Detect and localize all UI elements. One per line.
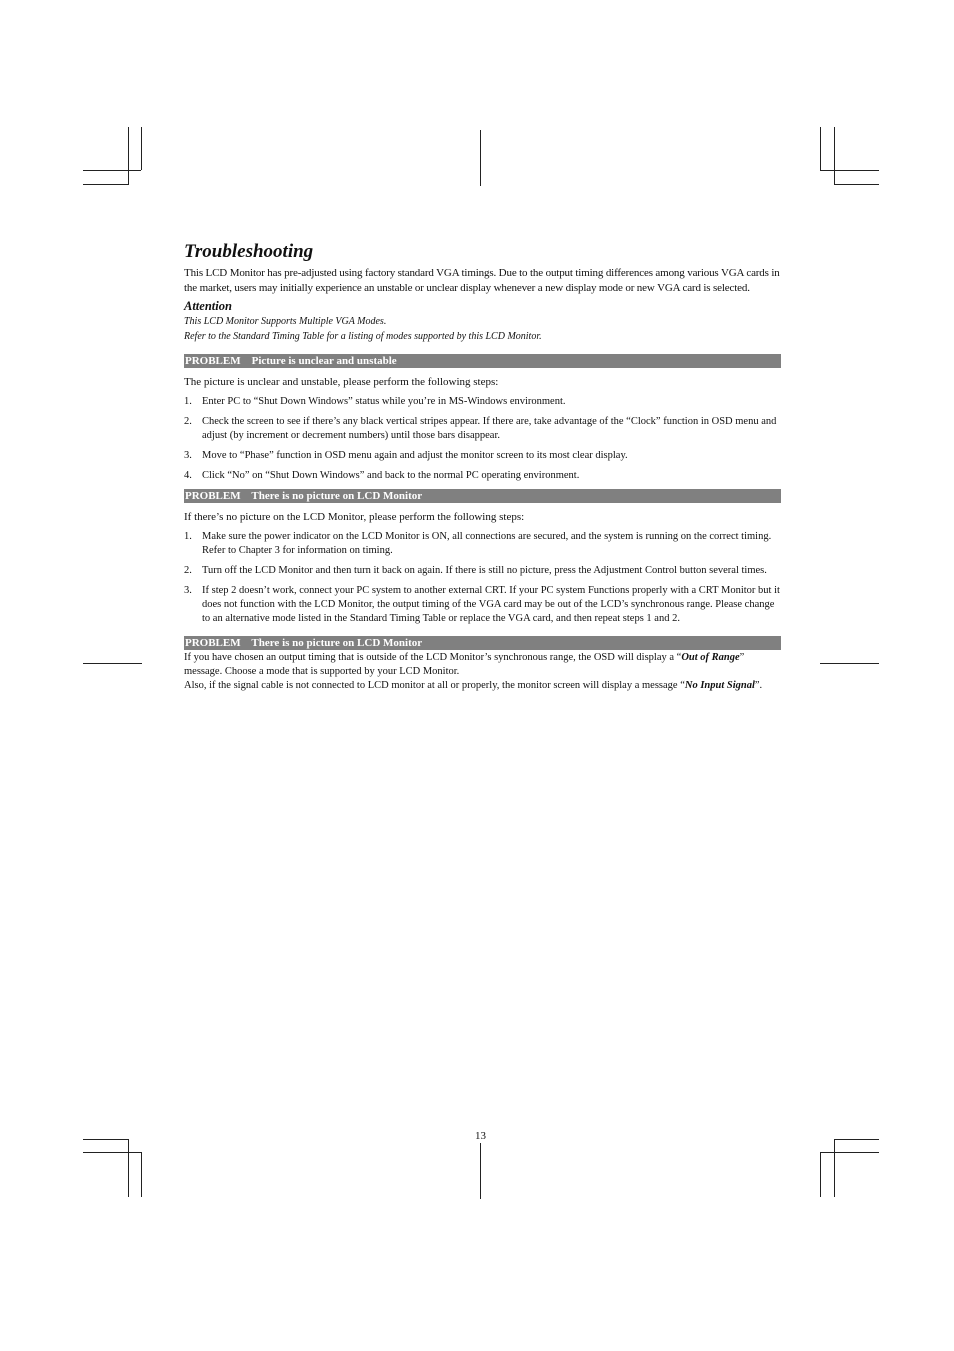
problem-paragraph [184,679,781,693]
crop-mark [141,1152,142,1197]
text-run: If you have chosen an output timing that is outside of the LCD Monitor’s synchronous range, the OSD will display a “ [184,652,682,663]
attention-box [184,299,781,344]
step-number: 3. [184,585,192,596]
list-item [184,584,781,626]
step-number: 2. [184,416,192,427]
intro-paragraph: This LCD Monitor has pre-adjusted using factory standard VGA timings. Due to the output timing differences among various VGA cards in the market, users may initially experience an unstable or unclear display whenever a new display mode or new VGA card is selected. [184,267,780,294]
crop-mark [83,1139,129,1140]
attention-line: This LCD Monitor Supports Multiple VGA Modes. [184,316,387,327]
attention-line: Refer to the Standard Timing Table for a listing of modes supported by this LCD Monitor. [184,331,542,342]
list-item [184,469,781,483]
crop-mark [83,663,142,664]
crop-mark [834,184,879,185]
step-text: Check the screen to see if there’s any black vertical stripes appear. If there are, take advantage of the “Clock” function in OSD menu and adjust (by increment or decrement numbers) until those bars disappear. [202,416,777,441]
crop-mark [480,1143,481,1199]
problem-lead: The picture is unclear and unstable, please perform the following steps: [184,376,499,388]
step-list [184,530,781,626]
list-item [184,564,781,578]
step-list [184,395,781,483]
step-text: Click “No” on “Shut Down Windows” and back to the normal PC operating environment. [202,470,580,481]
crop-mark [820,1152,821,1197]
out-of-range-message: Out of Range [681,652,740,663]
step-text: Move to “Phase” function in OSD menu again and adjust the monitor screen to its most clear display. [202,450,628,461]
crop-mark [820,170,879,171]
crop-mark [141,127,142,170]
no-input-signal-message: No Input Signal [684,680,755,691]
crop-mark [820,663,879,664]
crop-mark [83,1152,141,1153]
crop-mark [128,127,129,185]
problem-header: PROBLEM There is no picture on LCD Monitor [184,489,781,503]
step-text: Enter PC to “Shut Down Windows” status while you’re in MS-Windows environment. [202,396,566,407]
crop-mark [83,184,129,185]
crop-mark [820,127,821,170]
problem-lead: If there’s no picture on the LCD Monitor, please perform the following steps: [184,511,525,523]
problem-header: PROBLEM There is no picture on LCD Monitor [184,636,781,650]
crop-mark [834,127,835,185]
step-text: Make sure the power indicator on the LCD Monitor is ON, all connections are secured, and the system is running on the correct timing. Refer to Chapter 3 for information on timing. [202,531,772,556]
crop-mark [128,1139,129,1197]
list-item [184,530,781,558]
text-run: ”. [754,680,763,691]
step-number: 2. [184,565,192,576]
problem-header: PROBLEM Picture is unclear and unstable [184,354,781,368]
step-text: If step 2 doesn’t work, connect your PC system to another external CRT. If your PC system Functions properly with a CRT Monitor but it does not function with the LCD Monitor, the output timing of the VGA card may be out of the LCD’s synchronous range. Please change to an alternative mode listed in the Standard Timing Table or replace the VGA card, and then repeat steps 1 and 2. [202,585,780,624]
step-number: 1. [184,531,192,542]
crop-mark [480,130,481,186]
attention-title: Attention [184,299,232,313]
page-title: Troubleshooting [184,241,314,262]
text-run: Also, if the signal cable is not connected to LCD monitor at all or properly, the monitor screen will display a message “ [184,680,685,691]
crop-mark [834,1139,835,1197]
step-number: 4. [184,470,192,481]
step-number: 1. [184,396,192,407]
step-number: 3. [184,450,192,461]
page-content [184,240,781,693]
problem-paragraph [184,651,781,679]
list-item [184,415,781,443]
crop-mark [834,1139,879,1140]
page-number: 13 [475,1130,486,1142]
list-item [184,395,781,409]
step-text: Turn off the LCD Monitor and then turn it back on again. If there is still no picture, press the Adjustment Control button several times. [202,565,767,576]
text-run: ” message. Choose a mode that is supported by your LCD Monitor. [184,652,745,677]
crop-mark [83,170,141,171]
crop-mark [820,1152,879,1153]
list-item [184,449,781,463]
